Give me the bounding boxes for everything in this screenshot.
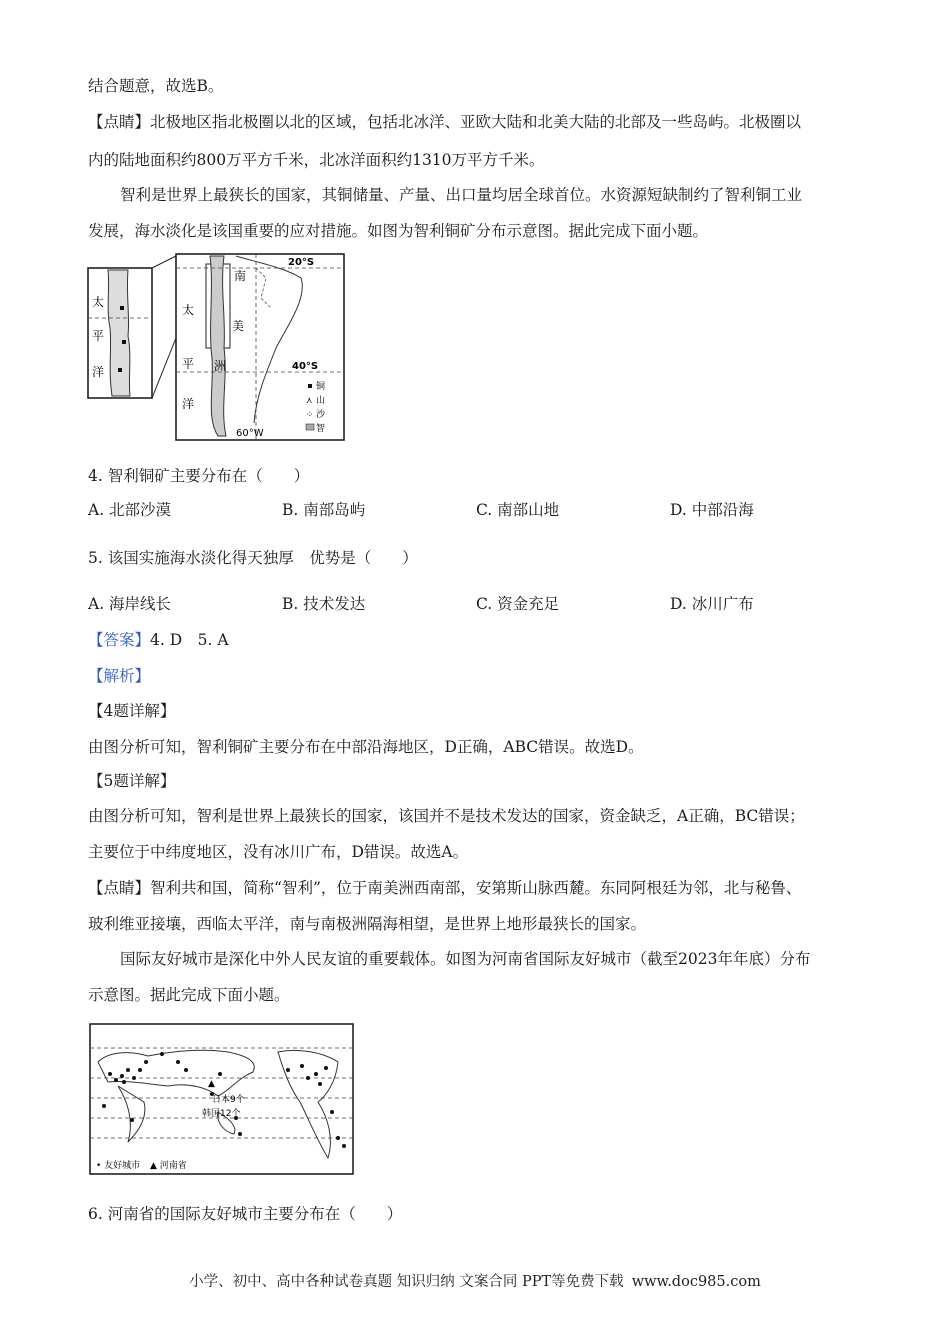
inset-label-3: 洋 [92, 365, 105, 379]
note-chile [88, 878, 801, 898]
analysis-tag: 【解析】 [88, 667, 151, 685]
q4-option-b: B. 南部岛屿 [282, 501, 366, 519]
latitude-20s: 20°S [288, 257, 315, 268]
q5-option-a: A. 海岸线长 [88, 595, 172, 613]
question-5: 5. 该国实施海水淡化得天独厚 优势是（ ） [88, 549, 418, 567]
detail-5-text-1: 由图分析可知，智利是世界上最狭长的国家，该国并不是技术发达的国家，资金缺乏，A正确，BC错误； [88, 807, 805, 825]
label-japan: 日本9个 [212, 1095, 245, 1105]
q5-option-c: C. 资金充足 [476, 595, 560, 613]
svg-text:⋏: ⋏ [306, 396, 313, 406]
svg-text:⁘: ⁘ [306, 410, 314, 420]
detail-5-tag: 【5题详解】 [88, 772, 176, 790]
inset-label-2: 平 [92, 329, 105, 343]
main-label-5: 平 [182, 357, 195, 371]
legend-henan: ▲ 河南省 [150, 1161, 187, 1171]
legend-sister-city: • 友好城市 [96, 1161, 141, 1171]
label-korea: 韩国12个 [202, 1109, 241, 1119]
footer-site-link[interactable]: www.doc985.com [631, 1274, 761, 1290]
answer-tag: 【答案】 [88, 631, 151, 649]
q4-option-d: D. 中部沿海 [670, 501, 754, 519]
footer [0, 1270, 950, 1291]
question-6: 6. 河南省的国际友好城市主要分布在（ ） [88, 1205, 403, 1223]
legend-item-2: 山 [316, 396, 326, 406]
legend-item-3: 沙 [316, 410, 326, 420]
longitude-60w: 60°W [236, 428, 264, 439]
intro-chile-cont: 发展，海水淡化是该国重要的应对措施。如图为智利铜矿分布示意图。据此完成下面小题。 [88, 222, 709, 240]
note-chile-cont: 玻利维亚接壤，西临太平洋，南与南极洲隔海相望，是世界上地形最狭长的国家。 [88, 915, 647, 933]
latitude-40s: 40°S [292, 361, 319, 372]
question-4: 4. 智利铜矿主要分布在（ ） [88, 467, 310, 485]
note-chile-text: 智利共和国，简称“智利”，位于南美洲西南部，安第斯山脉西麓。东同阿根廷为邻，北与秘鲁、 [150, 879, 802, 897]
q4-option-c: C. 南部山地 [476, 501, 560, 519]
legend-item-4: 智 [316, 424, 326, 434]
q5-option-b: B. 技术发达 [282, 595, 366, 613]
main-label-6: 洋 [182, 397, 195, 411]
main-label-3: 洲 [214, 359, 227, 373]
footer-text: 小学、初中、高中各种试卷真题 知识归纳 文案合同 PPT等免费下载 [189, 1274, 624, 1290]
detail-4-text: 由图分析可知，智利铜矿主要分布在中部沿海地区，D正确，ABC错误。故选D。 [88, 738, 644, 756]
detail-5-text-2: 主要位于中纬度地区，没有冰川广布，D错误。故选A。 [88, 843, 469, 861]
main-label-1: 南 [234, 269, 247, 283]
note-arctic-cont: 内的陆地面积约800万平方千米，北冰洋面积约1310万平方千米。 [88, 151, 545, 169]
detail-4-tag: 【4题详解】 [88, 702, 176, 720]
note-text: 北极地区指北极圈以北的区域，包括北冰洋、亚欧大陆和北美大陆的北部及一些岛屿。北极圈以 [150, 113, 802, 131]
world-sister-cities-map [88, 1022, 356, 1176]
answer-line [88, 630, 229, 650]
svg-text:▲: ▲ [208, 1079, 215, 1089]
intro-sister-cities-cont: 示意图。据此完成下面小题。 [88, 986, 290, 1004]
q5-option-d: D. 冰川广布 [670, 595, 754, 613]
main-label-2: 美 [232, 319, 245, 333]
line-conclusion: 结合题意，故选B。 [88, 77, 224, 95]
legend-item-1: 铜 [316, 382, 326, 392]
intro-sister-cities: 国际友好城市是深化中外人民友谊的重要载体。如图为河南省国际友好城市（截至2023年年底）分布 [120, 950, 811, 968]
note-arctic [88, 112, 801, 132]
main-label-4: 太 [182, 303, 195, 317]
note-chile-tag: 【点睛】 [88, 879, 151, 897]
answer-text: 4. D 5. A [150, 631, 229, 649]
note-tag: 【点睛】 [88, 113, 151, 131]
q4-option-a: A. 北部沙漠 [88, 501, 172, 519]
chile-copper-map [86, 248, 348, 444]
inset-label-1: 太 [92, 295, 105, 309]
intro-chile: 智利是世界上最狭长的国家，其铜储量、产量、出口量均居全球首位。水资源短缺制约了智利铜工业 [120, 186, 803, 204]
